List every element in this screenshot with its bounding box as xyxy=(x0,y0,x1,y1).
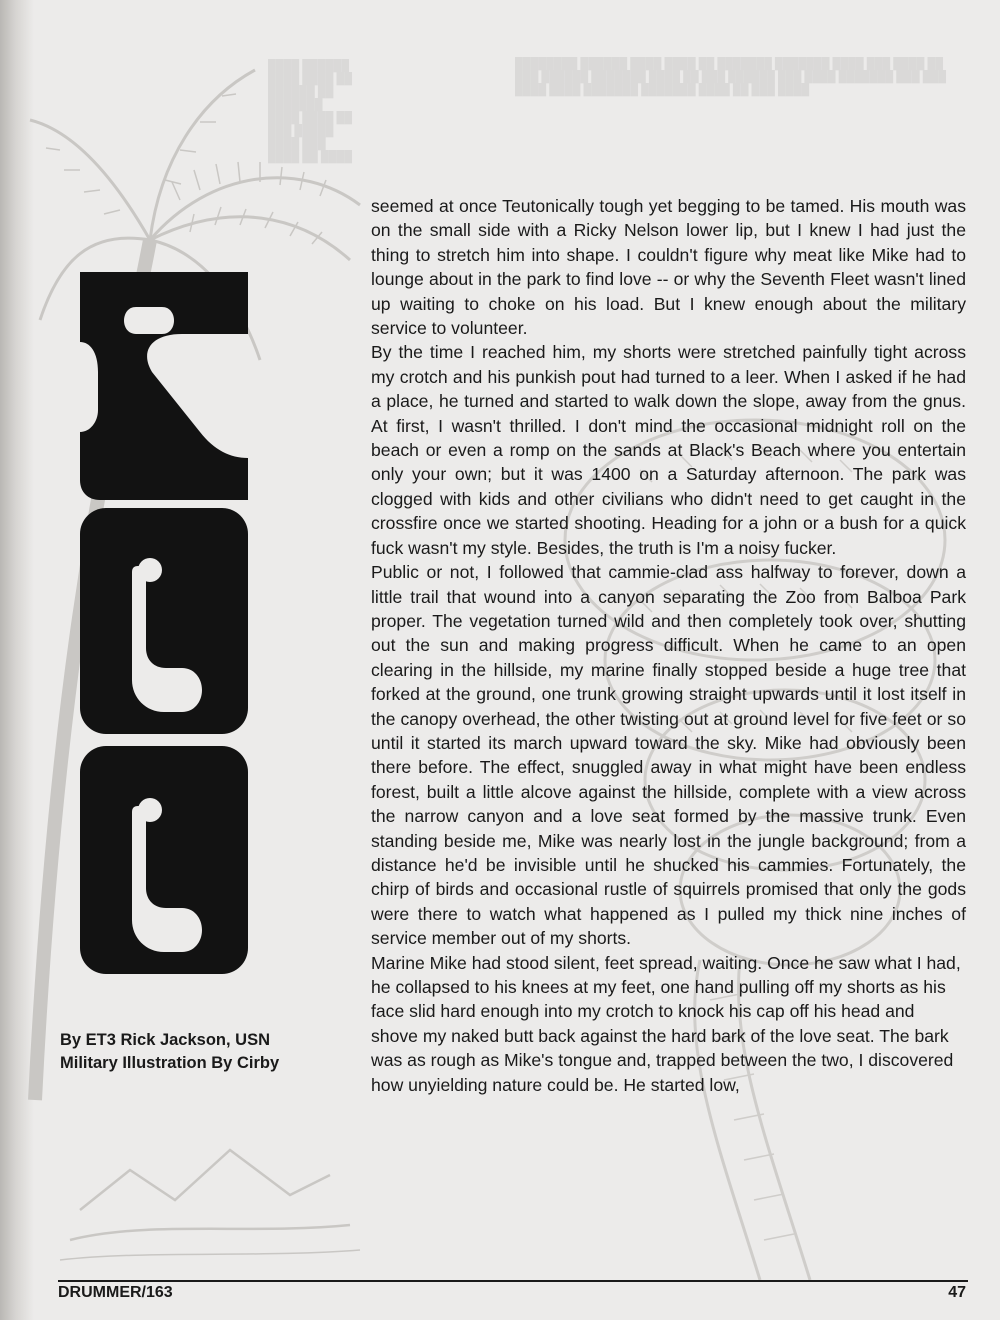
illustration-credit: Military Illustration By Cirby xyxy=(60,1054,280,1072)
story-body xyxy=(371,194,966,1097)
story-paragraph: By the time I reached him, my shorts were stretched painfully tight across my crotch and his punkish pout had turned to a leer. When I asked if he had a place, he turned and started to walk down the slope, away from the gnus. At first, I wasn't thrilled. I don't mind the occasional midnight roll on the beach or even a romp on the sands at Black's Beach where you entertain only your own; but it was 1400 on a Saturday afternoon. The park was clogged with kids and other civilians who didn't need to get caught in the crossfire once we started shooting. Heading for a john or a bush for a quick fuck wasn't my style. Besides, the truth is I'm a noisy fucker. xyxy=(371,342,966,558)
story-paragraph: Marine Mike had stood silent, feet spread, waiting. Once he saw what I had, he collapsed to his knees at my feet, one hand pulling off my shorts as his face slid hard enough into my crotch to knock his cap off his head and shove my naked butt back against the hard bark of the love seat. The bark was as rough as Mike's tongue and, trapped between the two, I discovered how unyielding nature could be. He started low, xyxy=(371,952,961,1095)
page-number: 47 xyxy=(948,1284,966,1301)
mountain-illustration xyxy=(60,1150,360,1260)
byline xyxy=(60,1029,360,1075)
title-letter-z xyxy=(80,272,248,500)
author-credit: By ET3 Rick Jackson, USN xyxy=(60,1031,271,1049)
title-letter-o-2 xyxy=(80,746,248,974)
story-paragraph: Public or not, I followed that cammie-clad ass halfway to forever, down a little trail that wound into a canyon separating the Zoo from Balboa Park proper. The vegetation turned wild and then completely took over, shutting out the sun and making progress difficult. When he came to an open clearing in the hillside, my marine finally stopped beside a huge tree that forked at the ground, one trunk growing straight upwards until it lost itself in the canopy overhead, the other twisting out at ground level for five feet or so until it started its march upward toward the sky. Mike had obviously been there before. The effect, snuggled away in what might have been endless forest, built a little alcove against the hillside, complete with a view across the narrow canyon and a love seat formed by the massive trunk. Even standing beside me, Mike was nearly lost in the jungle background; from a distance he'd be invisible until he shucked his cammies. Fortunately, the chirp of birds and occasional rustle of squirrels promised that only the gods were there to watch what happened as I pulled my thick nine inches of service member out of my shorts. xyxy=(371,562,966,949)
story-paragraph: seemed at once Teutonically tough yet begging to be tamed. His mouth was on the small side with a Ricky Nelson lower lip, but I knew I had just the thing to stretch him into shape. I couldn't figure why meat like Mike had to lounge about in the park to find love -- or why the Seventh Fleet wasn't lined up waiting to choke on his load. But I knew enough about the military service to volunteer. xyxy=(371,196,966,339)
publication-folio: DRUMMER/163 xyxy=(58,1284,173,1301)
bleed-through-texture-left: ████ ██████ ████ ████ ██ ██████ ██ ███████ ████ ████ ██ ███ █████ ████ ███ ████ ██ ████ xyxy=(268,60,353,163)
bleed-through-texture: ████████ ██████ ████ ████ ██ ███████ ███████ ████ ███ ████ ██ ███ ██████ ███████ ████ ██ ███ ██████ ███ ████ ███████ ███ ███ ████ ████ ███████ ███████ ████ ██ ███ ████ xyxy=(515,58,947,96)
title-letter-o-1 xyxy=(80,508,248,734)
footer-rule xyxy=(58,1280,968,1282)
title-block xyxy=(80,272,248,974)
